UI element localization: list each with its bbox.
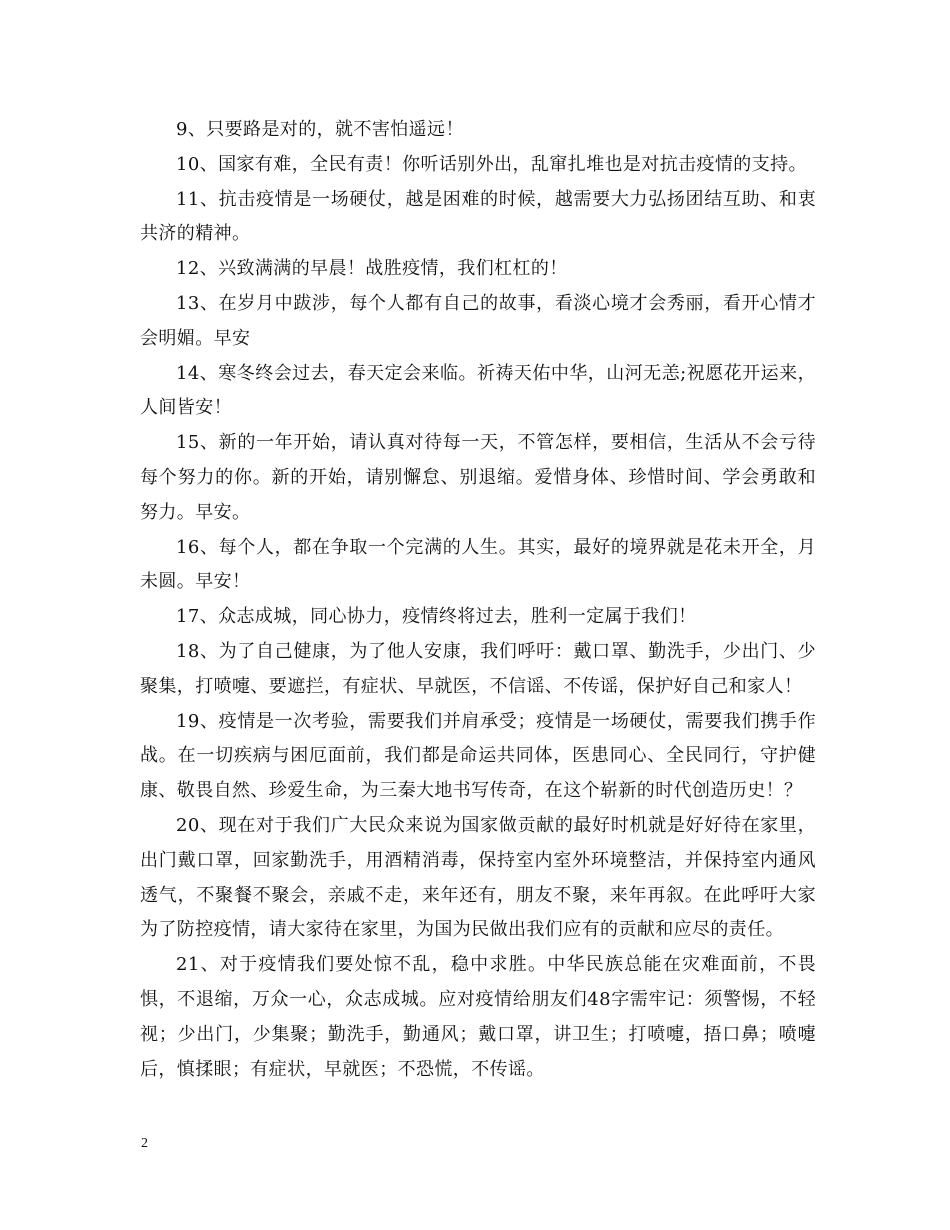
paragraph-19: 19、疫情是一次考验，需要我们并肩承受；疫情是一场硬仗，需要我们携手作战。在一切疾病与困厄面前，我们都是命运共同体，医患同心、全民同行，守护健康、敬畏自然、珍爱生命，为三秦大地书写传奇，在这个崭新的时代创造历史！？ bbox=[140, 710, 816, 802]
paragraph-9: 9、只要路是对的，就不害怕遥远！ bbox=[176, 119, 464, 140]
paragraph-14: 14、寒冬终会过去，春天定会来临。祈祷天佑中华，山河无恙;祝愿花开运来，人间皆安！ bbox=[140, 362, 816, 419]
paragraph-18: 18、为了自己健康，为了他人安康，我们呼吁：戴口罩、勤洗手，少出门、少聚集，打喷嚏、要遮拦，有症状、早就医，不信谣、不传谣，保护好自己和家人！ bbox=[140, 640, 816, 697]
paragraph-16: 16、每个人，都在争取一个完满的人生。其实，最好的境界就是花未开全，月未圆。早安！ bbox=[140, 536, 816, 593]
paragraph-21: 21、对于疫情我们要处惊不乱，稳中求胜。中华民族总能在灾难面前，不畏惧，不退缩，万众一心，众志成城。应对疫情给朋友们48字需牢记：须警惕，不轻视；少出门，少集聚；勤洗手，勤通风；戴口罩，讲卫生；打喷嚏，捂口鼻；喷嚏后，慎揉眼；有症状，早就医；不恐慌，不传谣。 bbox=[140, 954, 816, 1080]
paragraph-15: 15、新的一年开始，请认真对待每一天，不管怎样，要相信，生活从不会亏待每个努力的你。新的开始，请别懈怠、别退缩。爱惜身体、珍惜时间、学会勇敢和努力。早安。 bbox=[140, 432, 816, 523]
paragraph-20: 20、现在对于我们广大民众来说为国家做贡献的最好时机就是好好待在家里，出门戴口罩，回家勤洗手，用酒精消毒，保持室内室外环境整洁，并保持室内通风透气，不聚餐不聚会，亲戚不走，来年还有，朋友不聚，来年再叙。在此呼吁大家为了防控疫情，请大家待在家里，为国为民做出我们应有的贡献和应尽的责任。 bbox=[140, 814, 816, 941]
paragraph-11: 11、抗击疫情是一场硬仗，越是困难的时候，越需要大力弘扬团结互助、和衷共济的精神。 bbox=[140, 188, 816, 245]
page-number: 2 bbox=[141, 1136, 148, 1151]
document-body bbox=[140, 113, 816, 1087]
paragraph-13: 13、在岁月中跋涉，每个人都有自己的故事，看淡心境才会秀丽，看开心情才会明媚。早安 bbox=[140, 292, 816, 349]
paragraph-17: 17、众志成城，同心协力，疫情终将过去，胜利一定属于我们！ bbox=[176, 606, 697, 628]
paragraph-12: 12、兴致满满的早晨！战胜疫情，我们杠杠的！ bbox=[176, 258, 568, 280]
paragraph-10: 10、国家有难，全民有责！你听话别外出，乱窜扎堆也是对抗击疫情的支持。 bbox=[176, 153, 807, 175]
